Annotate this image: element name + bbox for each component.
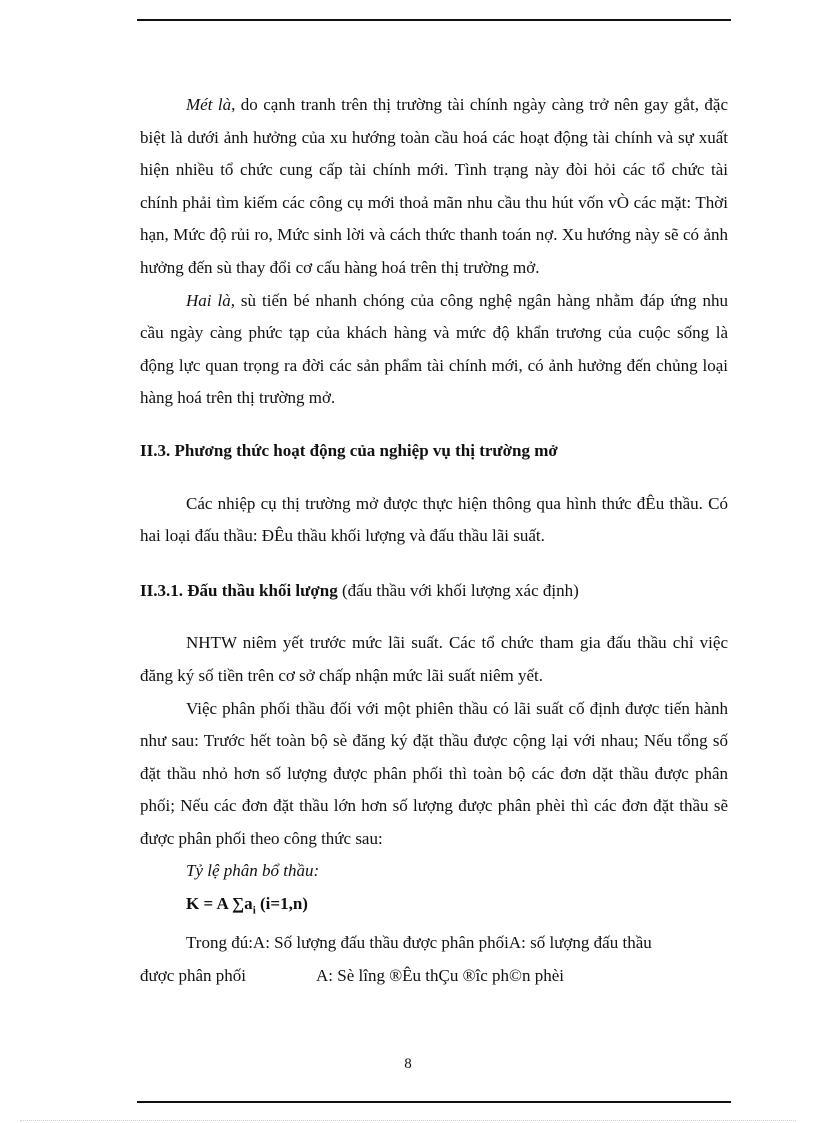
- paragraph-first-text: , do cạnh tranh trên thị trường tài chính ngày càng trở nên gay gắt, đặc biệt là dưới ảnh hưởng của xu hướng toàn cầu hoá các hoạt động tài chính và sự xuất hiện nhiều tổ chức cung cấp tài chính mới. Tình trạng này đòi hỏi các tổ chức tài chính phải tìm kiếm các công cụ mới thoả mãn nhu cầu thu hút vốn vÒ các mặt: Thời hạn, Mức độ rủi ro, Mức sinh lời và cách thức thanh toán nợ. Xu hướng này sẽ có ảnh hưởng đến sù thay đổi cơ cấu hàng hoá trên thị trường mở.: [140, 95, 728, 277]
- section-heading-ii31: [140, 575, 728, 608]
- paragraph-distribution: Việc phân phối thầu đối với một phiên thầu có lãi suất cố định được tiến hành như sau: Trước hết toàn bộ sè đăng ký đặt thầu được cộng lại với nhau; Nếu tổng số đặt thầu nhỏ hơn số lượng được phân phối thì toàn bộ các đơn dặt thầu được phân phối; Nếu các đơn đặt thầu lớn hơn số lượng được phân phèi thì các đơn đặt thầu sẽ được phân phối theo công thức sau:: [140, 698, 728, 848]
- header-rule: [137, 19, 731, 21]
- where-line-2a: được phân phối: [140, 965, 247, 985]
- section-heading-ii3: II.3. Phương thức hoạt động của nghiệp vụ thị trường mở: [140, 440, 558, 460]
- paragraph-where: [140, 927, 728, 960]
- paragraph-second-reason: [140, 285, 728, 415]
- formula-rhs: (i=1,n): [255, 894, 308, 914]
- spacer: [140, 607, 728, 627]
- lead-first: Mét là: [186, 95, 232, 114]
- lead-second: Hai là,: [186, 290, 235, 310]
- paragraph-where-cont: [140, 960, 728, 993]
- where-line-2b: A: Sè lîng ®Êu thÇu ®îc ph©n phèi: [316, 965, 564, 985]
- page-edge-dotted-line: [20, 1120, 796, 1121]
- footer-rule: [137, 1101, 731, 1103]
- spacer: [140, 468, 728, 488]
- paragraph-first-reason: [140, 89, 728, 285]
- formula-subscript: i: [252, 904, 256, 917]
- page-number: 8: [404, 1056, 412, 1072]
- document-body: [140, 89, 728, 992]
- spacer: [140, 553, 728, 575]
- paragraph-second-text: sù tiến bé nhanh chóng của công nghệ ngân hàng nhằm đáp ứng nhu cầu ngày càng phức tạp của khách hàng và mức độ khẩn trương của cuộc sống là động lực quan trọng ra đời các sản phẩm tài chính mới, có ảnh hưởng đến chủng loại hàng hoá trên thị trường mở.: [140, 290, 729, 408]
- ratio-label: Tỷ lệ phân bổ thầu:: [186, 861, 320, 881]
- formula-lhs: K = A ∑a: [186, 894, 253, 914]
- allocation-formula: [140, 888, 728, 927]
- heading-normal-part: (đấu thầu với khối lượng xác định): [337, 580, 579, 600]
- paragraph-auction-types: Các nhiệp cụ thị trường mở được thực hiện thông qua hình thức đÊu thầu. Có hai loại đấu thầu: ĐÊu thầu khối lượng và đấu thầu lãi suất.: [140, 493, 728, 546]
- where-line-1: Trong đú:A: Số lượng đấu thầu được phân phốiA: số lượng đấu thầu: [186, 933, 652, 953]
- paragraph-nhtw: NHTW niêm yết trước mức lãi suất. Các tổ chức tham gia đấu thầu chỉ việc đăng ký số tiền trên cơ sở chấp nhận mức lãi suất niêm yết.: [140, 633, 728, 685]
- heading-bold-part: II.3.1. Đấu thầu khối lượng: [140, 580, 338, 600]
- spacer: [140, 415, 728, 435]
